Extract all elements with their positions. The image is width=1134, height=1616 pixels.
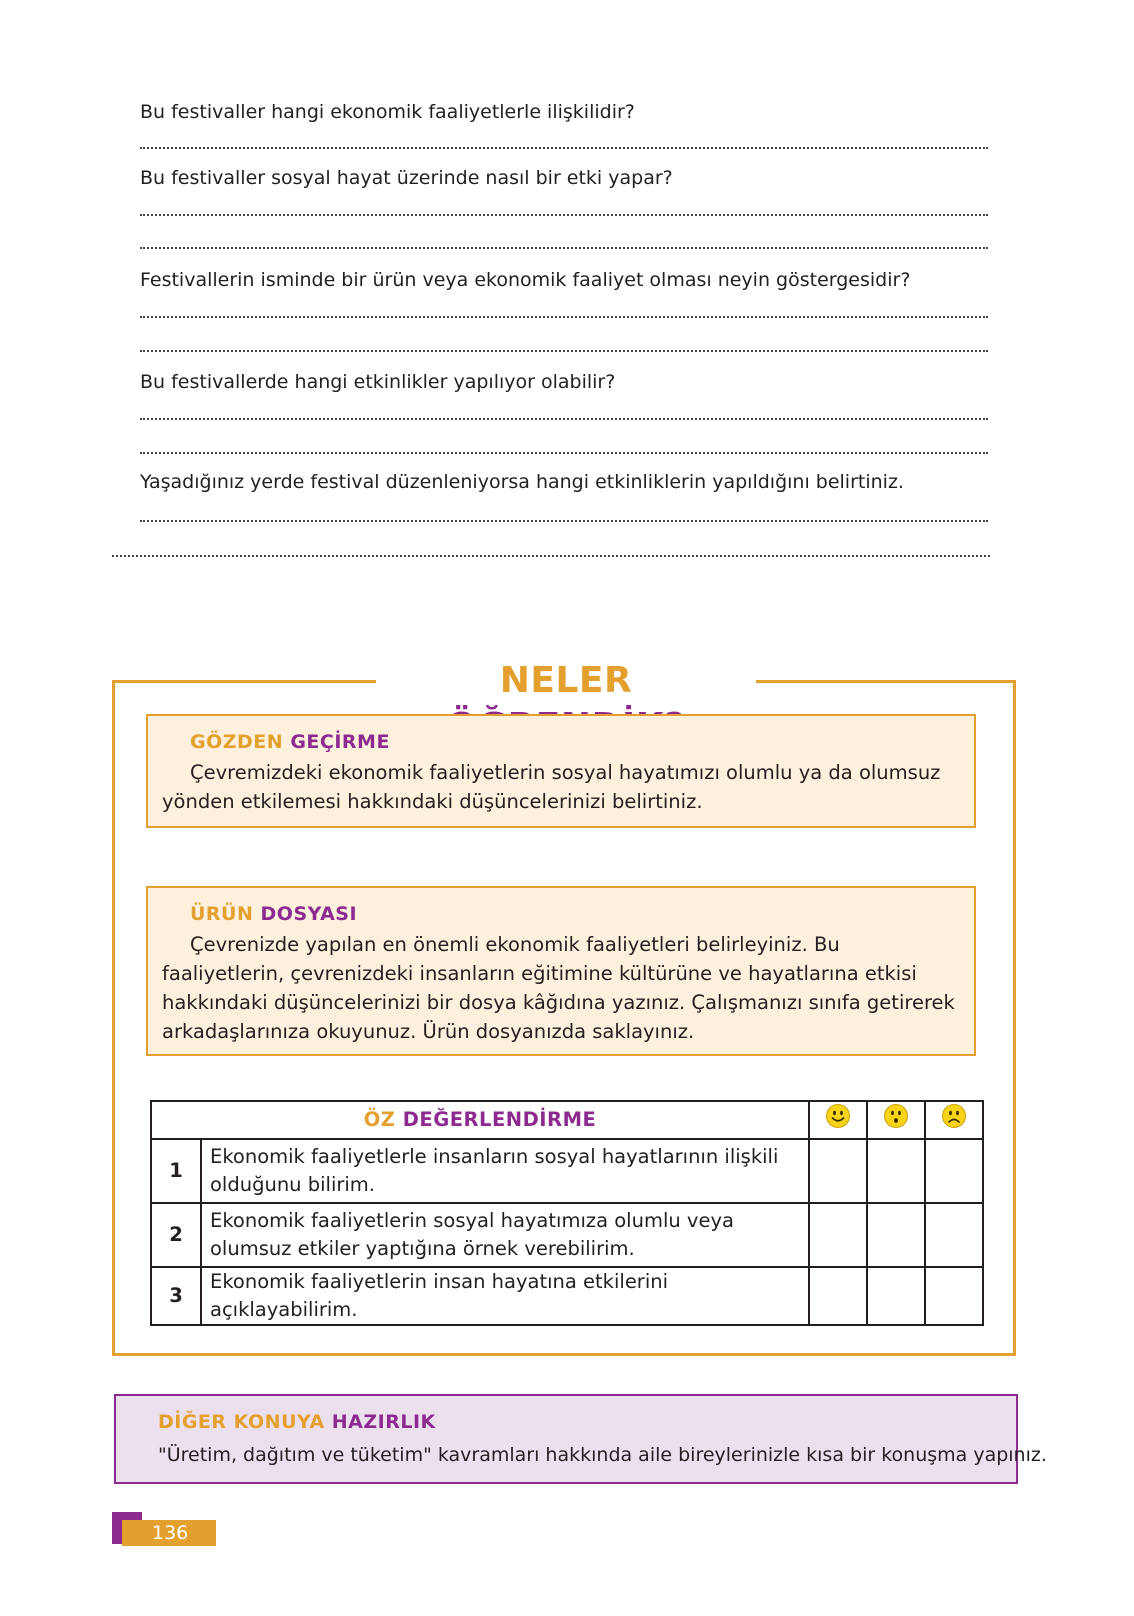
review-title: GÖZDEN GEÇİRME: [190, 731, 390, 753]
answer-line: [140, 214, 988, 216]
rating-cell[interactable]: [809, 1267, 867, 1325]
question-3: Festivallerin isminde bir ürün veya ekonomik faaliyet olması neyin göstergesidir?: [140, 269, 911, 291]
self-evaluation-title: ÖZ DEĞERLENDİRME: [151, 1101, 809, 1139]
product-file-text: Çevrenizde yapılan en önemli ekonomik faaliyetleri belirleyiniz. Bu faaliyetlerin, çevrenizdeki insanların eğitimine kültürüne ve hayatlarına etkisi hakkındaki düşüncelerinizi bir dosya kâğıdına yazınız. Çalışmanızı sınıfa getirerek arkadaşlarınıza okuyunuz. Ürün dosyanızda saklayınız.: [162, 933, 955, 1043]
next-topic-text: "Üretim, dağıtım ve tüketim" kavramları hakkında aile bireylerinizle kısa bir konuşma yapınız.: [158, 1444, 1047, 1466]
page-number: 136: [122, 1520, 216, 1546]
question-5: Yaşadığınız yerde festival düzenleniyorsa hangi etkinliklerin yapıldığını belirtiniz.: [140, 471, 904, 493]
answer-line: [140, 418, 988, 420]
sad-face-icon: [941, 1103, 967, 1129]
page-number-accent: [112, 1512, 142, 1520]
next-topic-box: [114, 1394, 1047, 1484]
question-2: Bu festivaller sosyal hayat üzerinde nasıl bir etki yapar?: [140, 167, 673, 189]
rating-cell[interactable]: [809, 1203, 867, 1267]
question-4: Bu festivallerde hangi etkinlikler yapılıyor olabilir?: [140, 371, 616, 393]
table-row: 3 Ekonomik faaliyetlerin insan hayatına etkilerini açıklayabilirim.: [151, 1267, 983, 1325]
answer-line: [140, 520, 988, 522]
rating-cell[interactable]: [867, 1139, 925, 1203]
rating-cell[interactable]: [809, 1139, 867, 1203]
product-file-box: [146, 886, 976, 1056]
review-text: Çevremizdeki ekonomik faaliyetlerin sosyal hayatımızı olumlu ya da olumsuz yönden etkilemesi hakkındaki düşüncelerinizi belirtiniz.: [162, 761, 941, 813]
answer-line: [140, 247, 988, 249]
answer-line: [140, 452, 988, 454]
review-box: [146, 714, 976, 828]
question-1: Bu festivaller hangi ekonomik faaliyetlerle ilişkilidir?: [140, 101, 635, 123]
answer-line: [140, 147, 988, 149]
rating-cell[interactable]: [925, 1139, 983, 1203]
next-topic-title: DİĞER KONUYA HAZIRLIK: [158, 1411, 436, 1433]
answer-line: [140, 350, 988, 352]
table-row: 1 Ekonomik faaliyetlerle insanların sosyal hayatlarının ilişkili olduğunu bilirim.: [151, 1139, 983, 1203]
answer-line: [112, 555, 990, 557]
rating-cell[interactable]: [925, 1267, 983, 1325]
section-title: NELER: [376, 658, 756, 704]
rating-cell[interactable]: [867, 1203, 925, 1267]
rating-cell[interactable]: [867, 1267, 925, 1325]
answer-line: [140, 316, 988, 318]
surprised-face-icon: [883, 1103, 909, 1129]
rating-cell[interactable]: [925, 1203, 983, 1267]
table-row: 2 Ekonomik faaliyetlerin sosyal hayatımıza olumlu veya olumsuz etkiler yaptığına örnek verebilirim.: [151, 1203, 983, 1267]
self-evaluation-table: [150, 1100, 984, 1326]
happy-face-icon: [825, 1103, 851, 1129]
product-file-title: ÜRÜN DOSYASI: [190, 903, 358, 925]
